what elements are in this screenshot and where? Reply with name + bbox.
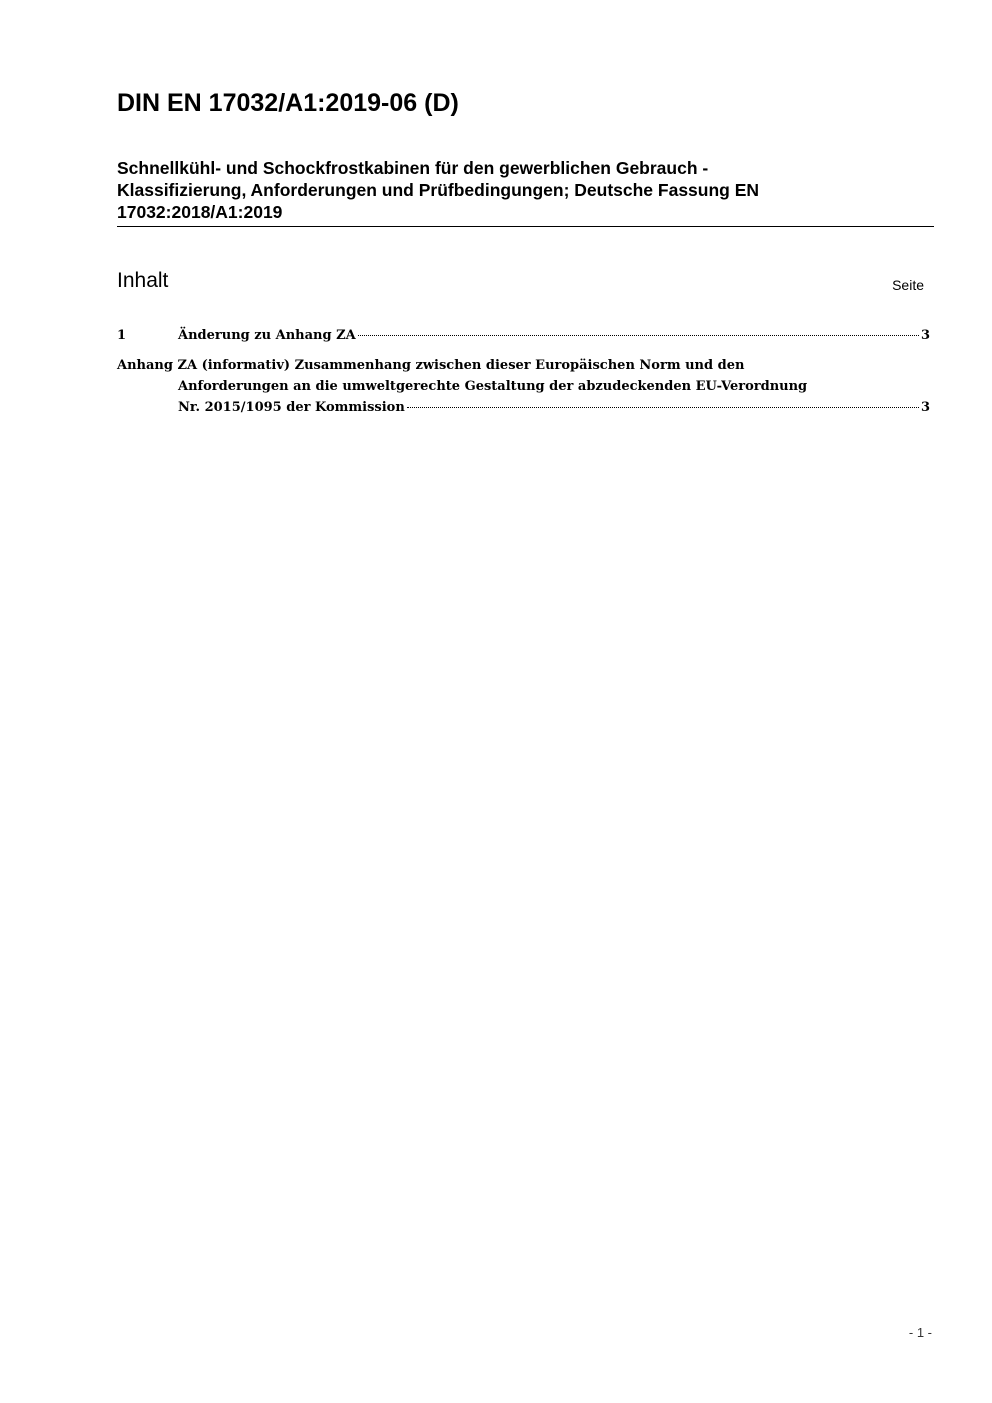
toc-entry-line	[117, 397, 930, 418]
toc-entry-line	[117, 355, 930, 376]
page-number: - 1 -	[908, 1325, 932, 1340]
document-title: DIN EN 17032/A1:2019-06 (D)	[117, 89, 459, 117]
toc-entry-title: Anhang ZA (informativ) Zusammenhang zwischen dieser Europäischen Norm und den	[117, 358, 745, 373]
toc-dot-leader	[358, 335, 919, 336]
toc-entry-title: Änderung zu Anhang ZA	[178, 328, 356, 343]
subtitle-line: Klassifizierung, Anforderungen und Prüfbedingungen; Deutsche Fassung EN	[117, 180, 760, 200]
toc-heading: Inhalt	[117, 269, 169, 292]
toc-entry-title-continued: Nr. 2015/1095 der Kommission	[178, 400, 405, 415]
document-subtitle	[117, 157, 934, 227]
toc-entry-line	[117, 376, 930, 397]
toc-entry-line	[117, 325, 930, 346]
toc-entry-number: 1	[117, 328, 127, 343]
toc-entry-page: 3	[920, 400, 930, 415]
subtitle-line: 17032:2018/A1:2019	[117, 202, 283, 222]
toc-entry-page: 3	[920, 328, 930, 343]
toc-page-column-label: Seite	[892, 277, 924, 293]
toc-entry-title-continued: Anforderungen an die umweltgerechte Gestaltung der abzudeckenden EU-Verordnung	[178, 379, 808, 394]
toc-dot-leader	[407, 407, 919, 408]
toc-entry-annex-za[interactable]	[117, 355, 930, 418]
subtitle-line: Schnellkühl- und Schockfrostkabinen für den gewerblichen Gebrauch -	[117, 158, 709, 178]
toc-entry-amendment-annex-za[interactable]	[117, 325, 930, 346]
